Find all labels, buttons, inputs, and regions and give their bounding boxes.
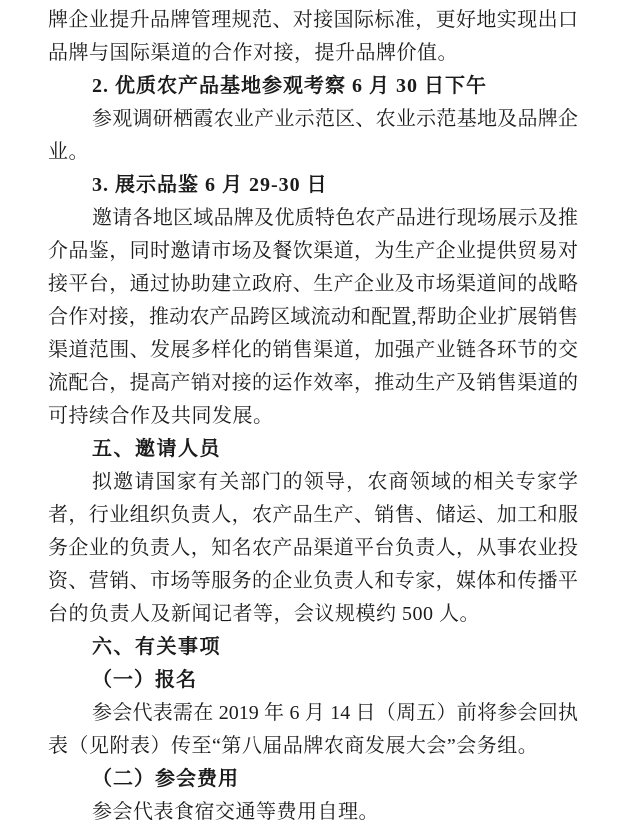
heading-line: 3. 展示品鉴 6 月 29-30 日 bbox=[92, 174, 328, 196]
text-line: 品牌与国际渠道的合作对接，提升品牌价值。 bbox=[48, 42, 458, 64]
text-line: 参会代表食宿交通等费用自理。 bbox=[92, 801, 379, 823]
text-line: 资、营销、市场等服务的企业负责人和专家，媒体和传播平 bbox=[48, 570, 578, 592]
text-line: 参观调研栖霞农业产业示范区、农业示范基地及品牌企 bbox=[92, 108, 578, 130]
heading-line: （二）参会费用 bbox=[92, 768, 239, 790]
text-line: 拟邀请国家有关部门的领导，农商领域的相关专家学 bbox=[92, 471, 578, 493]
heading-line: 五、邀请人员 bbox=[92, 438, 221, 460]
text-line: 流配合，提高产销对接的运作效率，推动生产及销售渠道的 bbox=[48, 372, 578, 394]
text-line: 业。 bbox=[48, 141, 89, 163]
heading-line: （一）报名 bbox=[92, 669, 197, 691]
text-line: 者，行业组织负责人，农产品生产、销售、储运、加工和服 bbox=[48, 504, 578, 526]
text-line: 牌企业提升品牌管理规范、对接国际标准，更好地实现出口 bbox=[48, 9, 578, 31]
heading-line: 六、有关事项 bbox=[92, 636, 221, 658]
text-line: 邀请各地区域品牌及优质特色农产品进行现场展示及推 bbox=[92, 207, 578, 229]
text-line: 台的负责人及新闻记者等，会议规模约 500 人。 bbox=[48, 603, 480, 625]
text-line: 可持续合作及共同发展。 bbox=[48, 405, 274, 427]
text-line: 接平台，通过协助建立政府、生产企业及市场渠道间的战略 bbox=[48, 273, 578, 295]
text-line: 参会代表需在 2019 年 6 月 14 日（周五）前将参会回执 bbox=[92, 702, 578, 724]
text-line: 表（见附表）传至“第八届品牌农商发展大会”会务组。 bbox=[48, 735, 539, 757]
text-line: 渠道范围、发展多样化的销售渠道，加强产业链各环节的交 bbox=[48, 339, 578, 361]
text-line: 合作对接，推动农产品跨区域流动和配置,帮助企业扩展销售 bbox=[48, 306, 578, 328]
text-line: 介品鉴，同时邀请市场及餐饮渠道，为生产企业提供贸易对 bbox=[48, 240, 578, 262]
text-line: 务企业的负责人，知名农产品渠道平台负责人，从事农业投 bbox=[48, 537, 578, 559]
heading-line: 2. 优质农产品基地参观考察 6 月 30 日下午 bbox=[92, 75, 487, 97]
